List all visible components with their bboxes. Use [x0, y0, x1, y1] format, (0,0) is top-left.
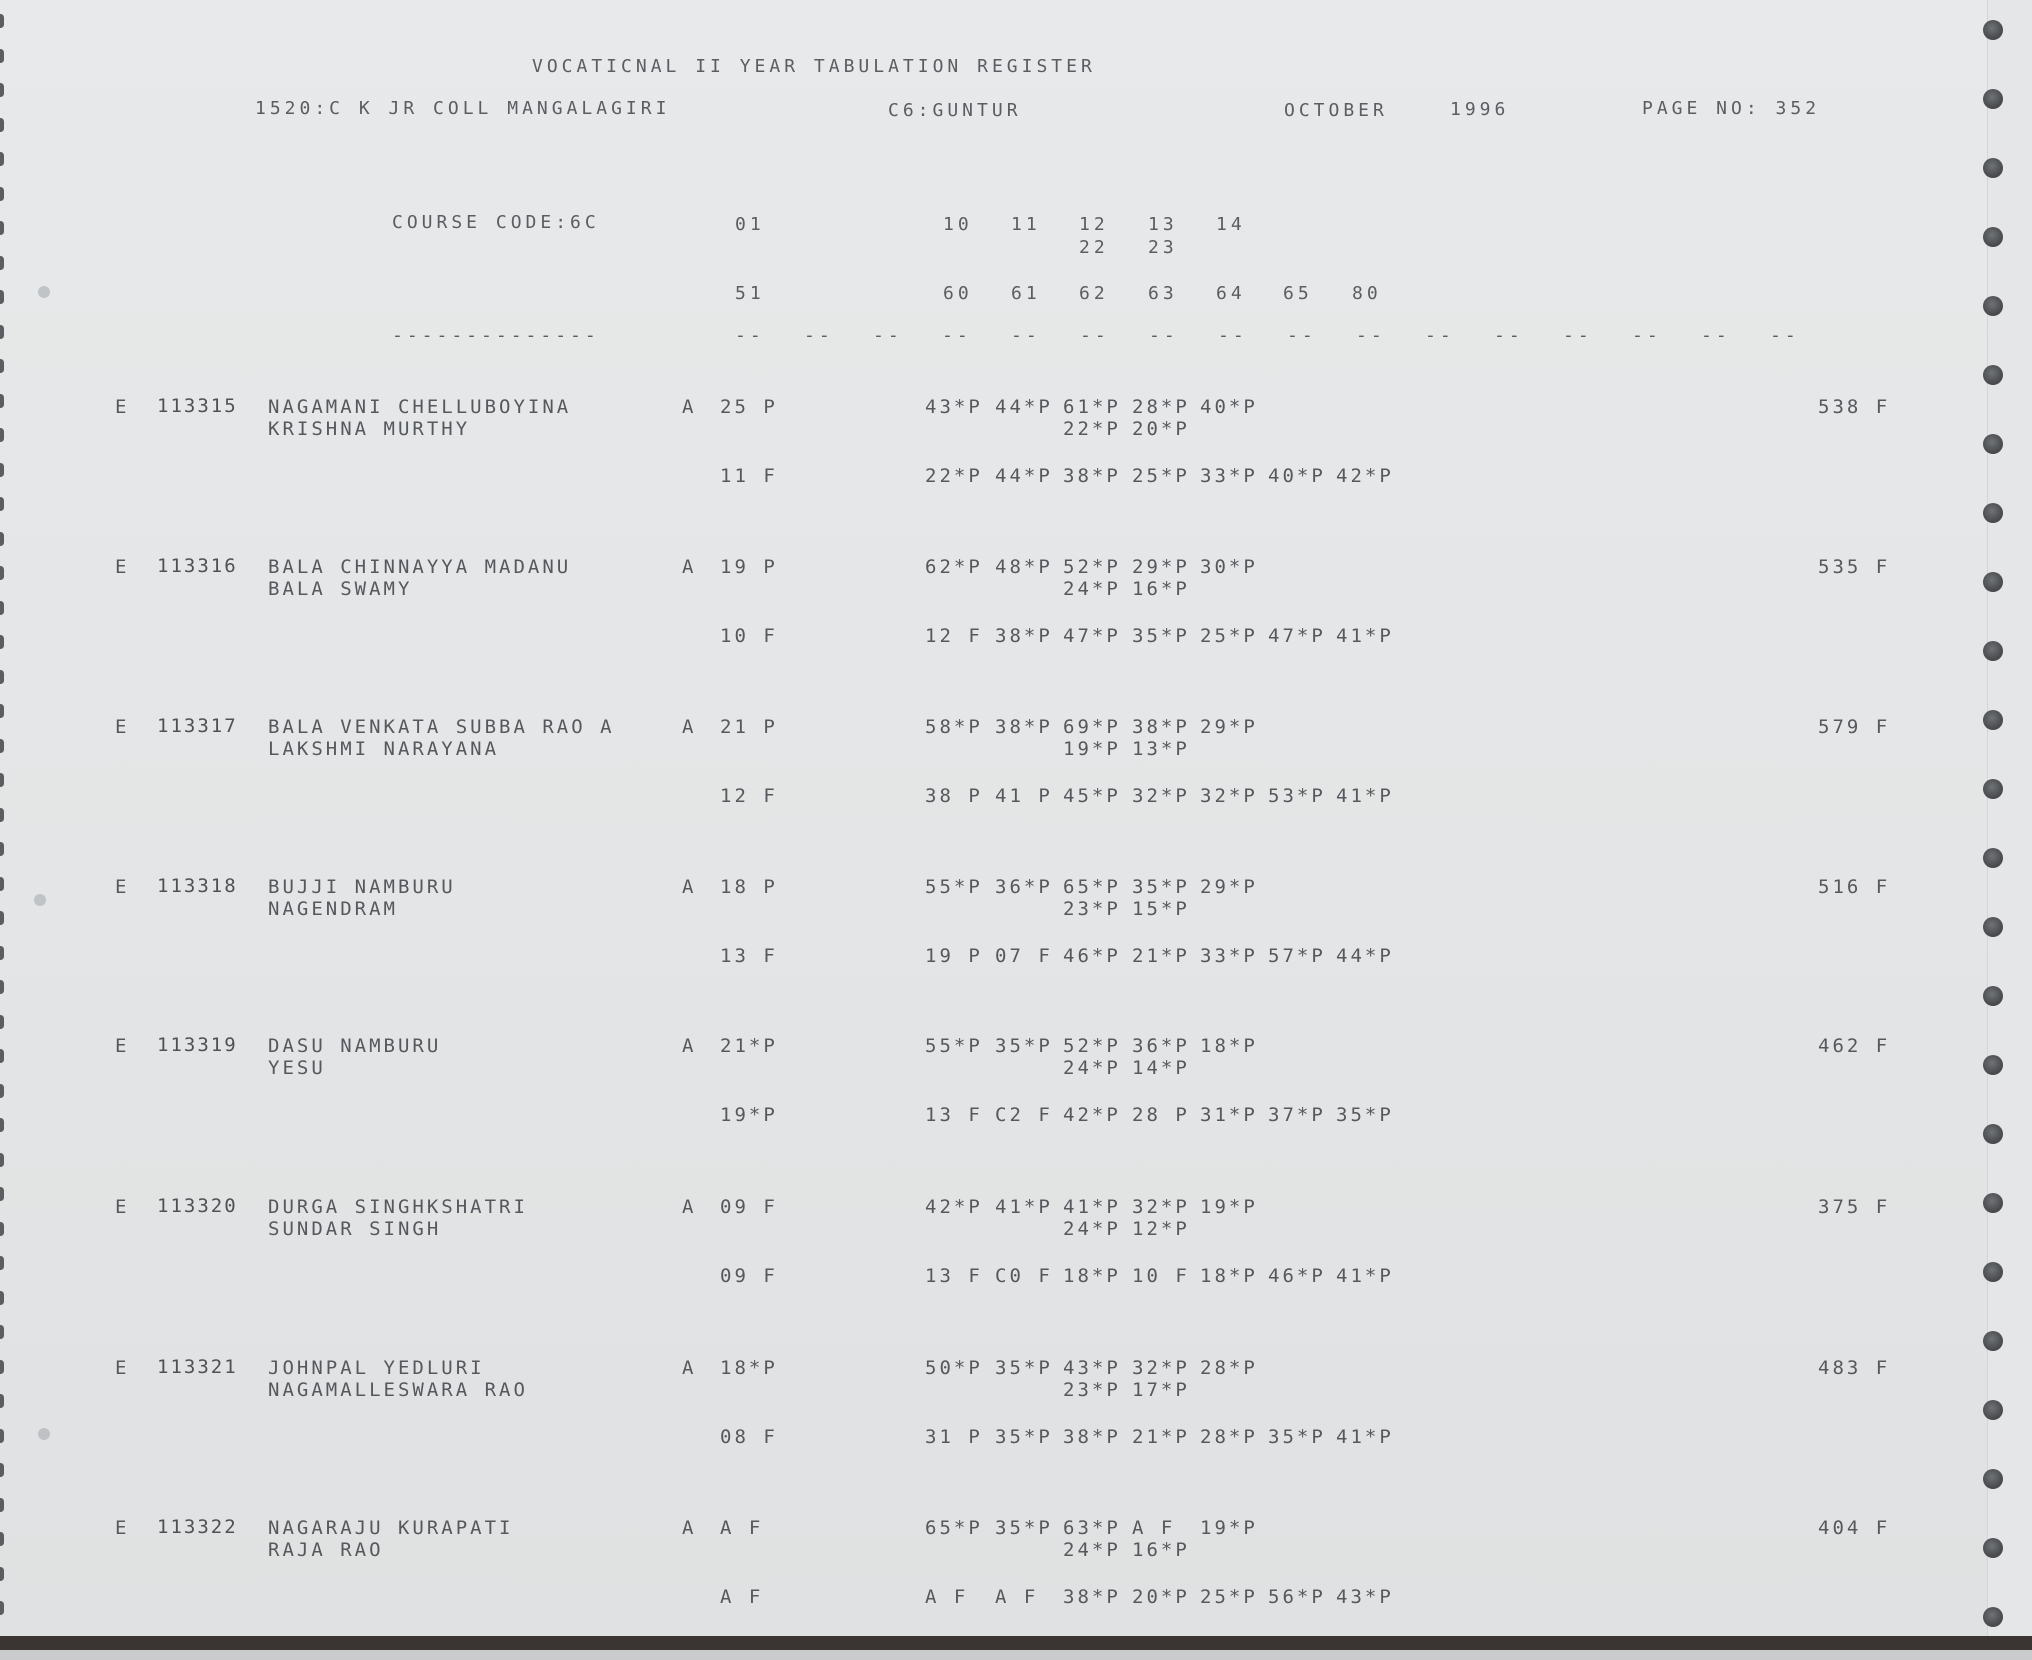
student-name: NAGARAJU KURAPATI: [268, 1517, 514, 1539]
roll-number: 113315: [157, 395, 238, 417]
perforation-mark: [0, 497, 4, 511]
father-name: YESU: [268, 1057, 326, 1079]
student-name: NAGAMANI CHELLUBOYINA: [268, 396, 572, 418]
separator-dash: --: [1287, 325, 1317, 346]
sprocket-hole: [1983, 1538, 2003, 1558]
marks-subject-51: 12 F: [720, 785, 778, 807]
father-name: NAGENDRAM: [268, 898, 398, 920]
marks-cell-sub: 20*P: [1132, 418, 1190, 440]
marks-cell: 69*P: [1063, 716, 1121, 738]
marks-subject-51: 13 F: [720, 945, 778, 967]
marks-cell: 65*P: [925, 1517, 983, 1539]
marks-cell: 38 P: [925, 785, 983, 807]
record-type: E: [115, 1517, 130, 1539]
subject-code: 62: [1079, 283, 1109, 304]
marks-cell: C0 F: [995, 1265, 1053, 1287]
marks-cell: 18*P: [1063, 1265, 1121, 1287]
perforation-mark: [0, 1636, 4, 1650]
separator-dash: --: [804, 325, 834, 346]
subject-code-sub: 23: [1148, 237, 1178, 258]
sprocket-hole: [1983, 20, 2003, 40]
marks-cell: 29*P: [1200, 876, 1258, 898]
marks-cell: 53*P: [1268, 785, 1326, 807]
student-name: DURGA SINGHKSHATRI: [268, 1196, 528, 1218]
subject-code: 12: [1079, 214, 1109, 235]
marks-cell: 42*P: [925, 1196, 983, 1218]
marks-cell: 25*P: [1200, 625, 1258, 647]
college-label: 1520:C K JR COLL MANGALAGIRI: [255, 98, 671, 119]
sprocket-hole: [1983, 1193, 2003, 1213]
marks-cell: 47*P: [1268, 625, 1326, 647]
perforation-mark: [0, 83, 4, 97]
marks-cell: 38*P: [1063, 465, 1121, 487]
subject-code: 51: [735, 283, 765, 304]
marks-cell: 13 F: [925, 1265, 983, 1287]
marks-cell: 50*P: [925, 1357, 983, 1379]
marks-cell: 38*P: [995, 716, 1053, 738]
paper-smudge: [38, 1428, 50, 1440]
record-type: E: [115, 1035, 130, 1057]
marks-cell: 38*P: [1132, 716, 1190, 738]
marks-cell: 25*P: [1132, 465, 1190, 487]
perforation-mark: [0, 325, 4, 339]
sprocket-hole: [1983, 1607, 2003, 1627]
perforation-mark: [0, 187, 4, 201]
marks-cell: 12 F: [925, 625, 983, 647]
marks-cell: 18*P: [1200, 1035, 1258, 1057]
separator-dash: --: [1563, 325, 1593, 346]
record-type: E: [115, 876, 130, 898]
marks-cell: 58*P: [925, 716, 983, 738]
marks-cell: 35*P: [995, 1426, 1053, 1448]
perforation-mark: [0, 118, 4, 132]
paper-smudge: [34, 894, 46, 906]
perforation-mark: [0, 1429, 4, 1443]
marks-cell: 55*P: [925, 1035, 983, 1057]
subject-code: 64: [1216, 283, 1246, 304]
marks-cell: 55*P: [925, 876, 983, 898]
total-result: 375 F: [1818, 1196, 1891, 1218]
marks-cell: 46*P: [1268, 1265, 1326, 1287]
marks-subject-01: 09 F: [720, 1196, 778, 1218]
marks-cell: 31 P: [925, 1426, 983, 1448]
group-code: A: [682, 1357, 697, 1379]
marks-cell-sub: 24*P: [1063, 1218, 1121, 1240]
marks-cell: 56*P: [1268, 1586, 1326, 1608]
marks-cell: 41*P: [1336, 1426, 1394, 1448]
sprocket-hole: [1983, 89, 2003, 109]
marks-cell: C2 F: [995, 1104, 1053, 1126]
father-name: LAKSHMI NARAYANA: [268, 738, 500, 760]
marks-cell-sub: 17*P: [1132, 1379, 1190, 1401]
marks-cell: 43*P: [1336, 1586, 1394, 1608]
perforation-mark: [0, 152, 4, 166]
total-result: 483 F: [1818, 1357, 1891, 1379]
father-name: KRISHNA MURTHY: [268, 418, 471, 440]
separator-dash: --: [735, 325, 765, 346]
group-code: A: [682, 396, 697, 418]
student-name: JOHNPAL YEDLURI: [268, 1357, 485, 1379]
marks-cell: 45*P: [1063, 785, 1121, 807]
perforation-mark: [0, 221, 4, 235]
perforation-mark: [0, 1498, 4, 1512]
marks-cell: 21*P: [1132, 1426, 1190, 1448]
marks-cell: 41*P: [1063, 1196, 1121, 1218]
marks-cell: 42*P: [1063, 1104, 1121, 1126]
sprocket-hole: [1983, 1124, 2003, 1144]
sprocket-hole: [1983, 572, 2003, 592]
sprocket-hole: [1983, 1055, 2003, 1075]
marks-cell: 40*P: [1200, 396, 1258, 418]
marks-subject-51: 09 F: [720, 1265, 778, 1287]
perforation-mark: [0, 1532, 4, 1546]
separator-dash: --: [1494, 325, 1524, 346]
marks-cell: 48*P: [995, 556, 1053, 578]
perforation-mark: [0, 14, 4, 28]
marks-cell: 19*P: [1200, 1196, 1258, 1218]
perforation-mark: [0, 1291, 4, 1305]
perforation-mark: [0, 773, 4, 787]
marks-cell: 35*P: [995, 1035, 1053, 1057]
marks-subject-01: 18*P: [720, 1357, 778, 1379]
separator-dash: --: [1011, 325, 1041, 346]
subject-code: 61: [1011, 283, 1041, 304]
perforation-mark: [0, 911, 4, 925]
perforation-mark: [0, 808, 4, 822]
marks-cell: 30*P: [1200, 556, 1258, 578]
marks-cell-sub: 16*P: [1132, 578, 1190, 600]
sprocket-hole: [1983, 710, 2003, 730]
marks-cell: 29*P: [1200, 716, 1258, 738]
marks-cell: 37*P: [1268, 1104, 1326, 1126]
record-type: E: [115, 556, 130, 578]
perforation-mark: [0, 842, 4, 856]
subject-code-sub: 22: [1079, 237, 1109, 258]
perforation-mark: [0, 359, 4, 373]
perforation-mark: [0, 1222, 4, 1236]
subject-code: 80: [1352, 283, 1382, 304]
marks-cell: 31*P: [1200, 1104, 1258, 1126]
separator-dash: --: [1701, 325, 1731, 346]
sprocket-hole: [1983, 1331, 2003, 1351]
sprocket-hole: [1983, 1469, 2003, 1489]
marks-cell: 38*P: [1063, 1426, 1121, 1448]
sprocket-hole: [1983, 986, 2003, 1006]
separator-dash: --: [1632, 325, 1662, 346]
roll-number: 113321: [157, 1356, 238, 1378]
separator-dash: --: [1080, 325, 1110, 346]
marks-cell: 43*P: [1063, 1357, 1121, 1379]
perforation-mark: [0, 1256, 4, 1270]
marks-cell: 32*P: [1132, 1357, 1190, 1379]
marks-cell: 32*P: [1132, 1196, 1190, 1218]
marks-cell: 32*P: [1132, 785, 1190, 807]
marks-cell-sub: 24*P: [1063, 1539, 1121, 1561]
perforation-mark: [0, 704, 4, 718]
marks-subject-01: 18 P: [720, 876, 778, 898]
roll-number: 113317: [157, 715, 238, 737]
marks-cell: 41*P: [995, 1196, 1053, 1218]
marks-cell: 40*P: [1268, 465, 1326, 487]
perforation-mark: [0, 670, 4, 684]
record-type: E: [115, 716, 130, 738]
record-type: E: [115, 1357, 130, 1379]
group-code: A: [682, 1517, 697, 1539]
marks-cell: 46*P: [1063, 945, 1121, 967]
marks-cell: 10 F: [1132, 1265, 1190, 1287]
subject-code: 60: [943, 283, 973, 304]
perforation-mark: [0, 877, 4, 891]
roll-number: 113316: [157, 555, 238, 577]
marks-cell: 35*P: [1132, 876, 1190, 898]
perforation-mark: [0, 1325, 4, 1339]
perforation-mark: [0, 1118, 4, 1132]
total-result: 579 F: [1818, 716, 1891, 738]
page-number: PAGE NO: 352: [1642, 98, 1821, 119]
separator-dash: --: [1218, 325, 1248, 346]
separator-dash: --: [1149, 325, 1179, 346]
sprocket-hole: [1983, 848, 2003, 868]
total-result: 404 F: [1818, 1517, 1891, 1539]
marks-cell-sub: 15*P: [1132, 898, 1190, 920]
marks-cell: A F: [995, 1586, 1039, 1608]
marks-cell-sub: 23*P: [1063, 898, 1121, 920]
paper-smudge: [38, 286, 50, 298]
exam-month: OCTOBER: [1284, 100, 1388, 121]
marks-cell: 33*P: [1200, 465, 1258, 487]
marks-subject-51: 11 F: [720, 465, 778, 487]
marks-cell: 47*P: [1063, 625, 1121, 647]
separator-line: --------------: [392, 325, 600, 346]
sprocket-hole: [1983, 158, 2003, 178]
group-code: A: [682, 1196, 697, 1218]
perforation-mark: [0, 1567, 4, 1581]
perforation-mark: [0, 946, 4, 960]
marks-cell: 35*P: [1336, 1104, 1394, 1126]
sprocket-hole: [1983, 1400, 2003, 1420]
marks-cell: 35*P: [1268, 1426, 1326, 1448]
marks-cell-sub: 13*P: [1132, 738, 1190, 760]
marks-cell: 28*P: [1132, 396, 1190, 418]
perforation-mark: [0, 635, 4, 649]
perforation-mark: [0, 394, 4, 408]
marks-subject-51: 19*P: [720, 1104, 778, 1126]
perforation-mark: [0, 428, 4, 442]
marks-cell: 19 P: [925, 945, 983, 967]
subject-code: 01: [735, 214, 765, 235]
total-result: 462 F: [1818, 1035, 1891, 1057]
perforation-mark: [0, 1360, 4, 1374]
marks-cell: 28 P: [1132, 1104, 1190, 1126]
marks-cell: 38*P: [995, 625, 1053, 647]
marks-cell: 18*P: [1200, 1265, 1258, 1287]
marks-cell: 33*P: [1200, 945, 1258, 967]
perforation-mark: [0, 1084, 4, 1098]
total-result: 538 F: [1818, 396, 1891, 418]
course-code-label: COURSE CODE:6C: [392, 212, 600, 233]
marks-cell: 44*P: [995, 465, 1053, 487]
marks-cell: A F: [925, 1586, 969, 1608]
marks-cell: A F: [1132, 1517, 1176, 1539]
marks-cell: 29*P: [1132, 556, 1190, 578]
roll-number: 113319: [157, 1034, 238, 1056]
marks-cell: 19*P: [1200, 1517, 1258, 1539]
marks-cell: 41*P: [1336, 785, 1394, 807]
marks-cell: 20*P: [1132, 1586, 1190, 1608]
father-name: NAGAMALLESWARA RAO: [268, 1379, 528, 1401]
father-name: RAJA RAO: [268, 1539, 384, 1561]
separator-dash: --: [942, 325, 972, 346]
subject-code: 11: [1011, 214, 1041, 235]
marks-subject-51: 08 F: [720, 1426, 778, 1448]
marks-cell: 36*P: [995, 876, 1053, 898]
marks-cell-sub: 12*P: [1132, 1218, 1190, 1240]
marks-cell-sub: 24*P: [1063, 1057, 1121, 1079]
subject-code: 14: [1216, 214, 1246, 235]
marks-cell-sub: 14*P: [1132, 1057, 1190, 1079]
perforation-mark: [0, 601, 4, 615]
student-name: BUJJI NAMBURU: [268, 876, 456, 898]
separator-dash: --: [1356, 325, 1386, 346]
marks-subject-01: A F: [720, 1517, 764, 1539]
marks-cell-sub: 23*P: [1063, 1379, 1121, 1401]
marks-cell: 43*P: [925, 396, 983, 418]
subject-code: 63: [1148, 283, 1178, 304]
marks-cell: 42*P: [1336, 465, 1394, 487]
father-name: SUNDAR SINGH: [268, 1218, 442, 1240]
marks-subject-01: 21*P: [720, 1035, 778, 1057]
perforation-mark: [0, 49, 4, 63]
marks-cell: 35*P: [995, 1357, 1053, 1379]
student-name: BALA VENKATA SUBBA RAO A: [268, 716, 615, 738]
total-result: 516 F: [1818, 876, 1891, 898]
sprocket-hole: [1983, 917, 2003, 937]
marks-subject-51: A F: [720, 1586, 764, 1608]
marks-cell: 41*P: [1336, 1265, 1394, 1287]
total-result: 535 F: [1818, 556, 1891, 578]
marks-cell: 22*P: [925, 465, 983, 487]
group-code: A: [682, 556, 697, 578]
marks-cell: 25*P: [1200, 1586, 1258, 1608]
subject-code: 65: [1283, 283, 1313, 304]
marks-subject-51: 10 F: [720, 625, 778, 647]
marks-cell: 35*P: [995, 1517, 1053, 1539]
perforation-mark: [0, 1153, 4, 1167]
marks-subject-01: 19 P: [720, 556, 778, 578]
sprocket-hole: [1983, 641, 2003, 661]
marks-cell: 65*P: [1063, 876, 1121, 898]
marks-cell: 28*P: [1200, 1426, 1258, 1448]
marks-cell: 28*P: [1200, 1357, 1258, 1379]
marks-cell: 21*P: [1132, 945, 1190, 967]
marks-cell: 07 F: [995, 945, 1053, 967]
exam-year: 1996: [1450, 99, 1510, 120]
marks-cell: 36*P: [1132, 1035, 1190, 1057]
roll-number: 113318: [157, 875, 238, 897]
separator-dash: --: [873, 325, 903, 346]
marks-subject-01: 21 P: [720, 716, 778, 738]
sprocket-hole: [1983, 779, 2003, 799]
subject-code: 13: [1148, 214, 1178, 235]
marks-cell: 44*P: [1336, 945, 1394, 967]
marks-cell: 44*P: [995, 396, 1053, 418]
marks-cell-sub: 16*P: [1132, 1539, 1190, 1561]
sprocket-hole: [1983, 296, 2003, 316]
separator-dash: --: [1770, 325, 1800, 346]
marks-cell-sub: 22*P: [1063, 418, 1121, 440]
group-code: A: [682, 716, 697, 738]
separator-dash: --: [1425, 325, 1455, 346]
record-type: E: [115, 1196, 130, 1218]
student-name: DASU NAMBURU: [268, 1035, 442, 1057]
perforation-mark: [0, 1394, 4, 1408]
marks-cell: 57*P: [1268, 945, 1326, 967]
marks-cell: 32*P: [1200, 785, 1258, 807]
marks-cell: 63*P: [1063, 1517, 1121, 1539]
marks-cell-sub: 19*P: [1063, 738, 1121, 760]
subject-code: 10: [943, 214, 973, 235]
perforation-mark: [0, 532, 4, 546]
sprocket-hole: [1983, 434, 2003, 454]
perforation-mark: [0, 463, 4, 477]
sprocket-hole: [1983, 503, 2003, 523]
perforation-mark: [0, 256, 4, 270]
marks-cell-sub: 24*P: [1063, 578, 1121, 600]
sprocket-hole: [1983, 227, 2003, 247]
perforation-mark: [0, 1463, 4, 1477]
group-code: A: [682, 876, 697, 898]
left-perforation-edge: [0, 0, 12, 1650]
marks-cell: 38*P: [1063, 1586, 1121, 1608]
perforation-mark: [0, 1049, 4, 1063]
perforation-mark: [0, 1601, 4, 1615]
record-type: E: [115, 396, 130, 418]
sprocket-hole: [1983, 1262, 2003, 1282]
father-name: BALA SWAMY: [268, 578, 413, 600]
marks-cell: 61*P: [1063, 396, 1121, 418]
marks-cell: 62*P: [925, 556, 983, 578]
sprocket-hole: [1983, 365, 2003, 385]
roll-number: 113322: [157, 1516, 238, 1538]
marks-cell: 35*P: [1132, 625, 1190, 647]
marks-cell: 52*P: [1063, 556, 1121, 578]
marks-cell: 41 P: [995, 785, 1053, 807]
district-label: C6:GUNTUR: [888, 100, 1022, 121]
perforation-mark: [0, 1015, 4, 1029]
marks-cell: 52*P: [1063, 1035, 1121, 1057]
perforation-mark: [0, 739, 4, 753]
roll-number: 113320: [157, 1195, 238, 1217]
register-title: VOCATICNAL II YEAR TABULATION REGISTER: [532, 56, 1096, 77]
perforation-mark: [0, 980, 4, 994]
perforation-mark: [0, 566, 4, 580]
marks-cell: 13 F: [925, 1104, 983, 1126]
student-name: BALA CHINNAYYA MADANU: [268, 556, 572, 578]
perforation-mark: [0, 290, 4, 304]
marks-subject-01: 25 P: [720, 396, 778, 418]
perforation-mark: [0, 1187, 4, 1201]
group-code: A: [682, 1035, 697, 1057]
marks-cell: 41*P: [1336, 625, 1394, 647]
